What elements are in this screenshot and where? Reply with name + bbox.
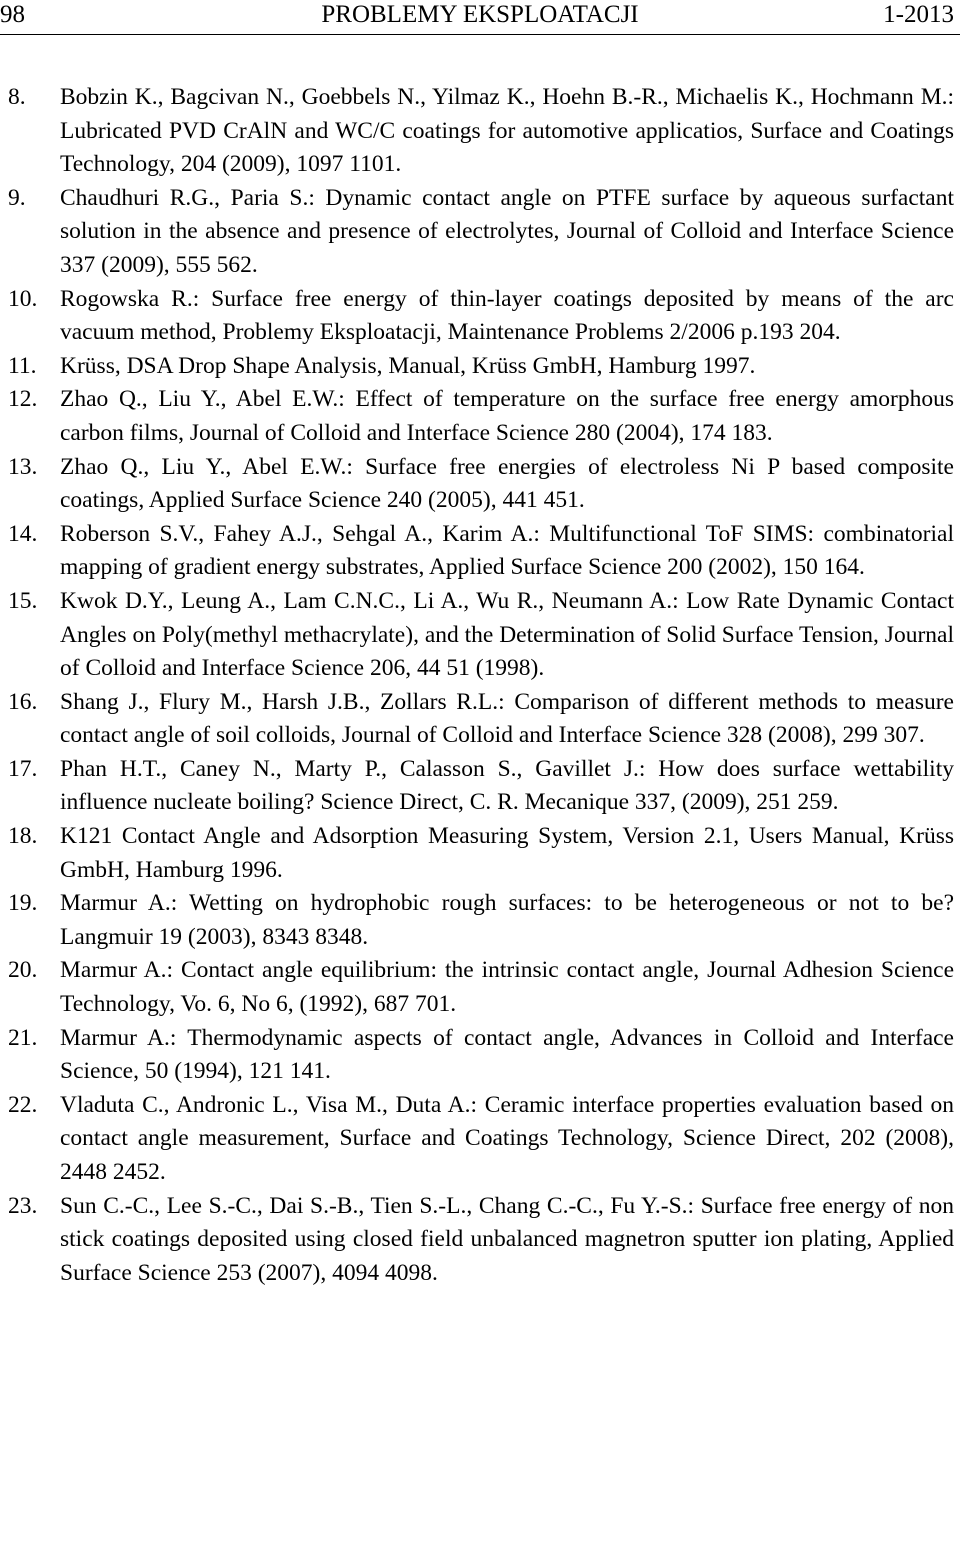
reference-item	[0, 81, 960, 182]
reference-text: Bobzin K., Bagcivan N., Goebbels N., Yilmaz K., Hoehn B.-R., Michaelis K., Hochmann M.: Lubricated PVD CrAlN and WC/C coatings for automotive applicatios, Surface and Coatings Technology, 204 (2009), 1097 1101.	[60, 84, 954, 178]
reference-text: Marmur A.: Contact angle equilibrium: the intrinsic contact angle, Journal Adhesion Science Technology, Vo. 6, No 6, (1992), 687 701.	[60, 957, 954, 1018]
reference-number: 20.	[8, 957, 38, 984]
reference-number: 22.	[8, 1091, 38, 1118]
reference-text: Rogowska R.: Surface free energy of thin-layer coatings deposited by means of the arc vacuum method, Problemy Eksploatacji, Maintenance Problems 2/2006 p.193 204.	[60, 285, 954, 346]
reference-number: 10.	[8, 285, 38, 312]
reference-text: Marmur A.: Thermodynamic aspects of contact angle, Advances in Colloid and Interface Science, 50 (1994), 121 141.	[60, 1024, 954, 1085]
reference-number: 15.	[8, 587, 38, 614]
reference-item	[0, 686, 960, 753]
reference-item	[0, 1190, 960, 1291]
reference-text: Chaudhuri R.G., Paria S.: Dynamic contact angle on PTFE surface by aqueous surfactant solution in the absence and presence of electrolytes, Journal of Colloid and Interface Science 337 (2009), 555 562.	[60, 184, 954, 278]
reference-text: Phan H.T., Caney N., Marty P., Calasson S., Gavillet J.: How does surface wettability influence nucleate boiling? Science Direct, C. R. Mecanique 337, (2009), 251 259.	[60, 755, 954, 816]
reference-number: 13.	[8, 453, 38, 480]
journal-title: PROBLEMY EKSPLOATACJI	[321, 1, 639, 28]
reference-text: Roberson S.V., Fahey A.J., Sehgal A., Karim A.: Multifunctional ToF SIMS: combinatorial mapping of gradient energy substrates, Applied Surface Science 200 (2002), 150 164.	[60, 520, 954, 581]
reference-item	[0, 182, 960, 283]
reference-number: 12.	[8, 386, 38, 413]
reference-number: 18.	[8, 823, 38, 850]
reference-number: 9.	[8, 184, 26, 211]
reference-item	[0, 518, 960, 585]
reference-text: Marmur A.: Wetting on hydrophobic rough surfaces: to be heterogeneous or not to be? Langmuir 19 (2003), 8343 8348.	[60, 890, 954, 950]
reference-text: Zhao Q., Liu Y., Abel E.W.: Effect of temperature on the surface free energy amorphous carbon films, Journal of Colloid and Interface Science 280 (2004), 174 183.	[60, 386, 954, 446]
page-number: 98	[0, 1, 25, 28]
reference-text: K121 Contact Angle and Adsorption Measuring System, Version 2.1, Users Manual, Krüss GmbH, Hamburg 1996.	[60, 823, 954, 883]
reference-item	[0, 283, 960, 350]
reference-number: 19.	[8, 890, 38, 917]
reference-item	[0, 1089, 960, 1190]
reference-number: 11.	[8, 352, 37, 379]
reference-item	[0, 887, 960, 954]
reference-list	[0, 81, 960, 1290]
page-header	[0, 0, 960, 35]
reference-number: 14.	[8, 520, 38, 547]
reference-number: 8.	[8, 84, 26, 110]
reference-item	[0, 585, 960, 686]
reference-text: Shang J., Flury M., Harsh J.B., Zollars R.L.: Comparison of different methods to measure contact angle of soil colloids, Journal of Colloid and Interface Science 328 (2008), 299 307.	[60, 688, 954, 749]
reference-item	[0, 820, 960, 887]
reference-number: 17.	[8, 755, 38, 782]
reference-item	[0, 1022, 960, 1089]
reference-number: 23.	[8, 1192, 38, 1219]
reference-item	[0, 451, 960, 518]
reference-text: Vladuta C., Andronic L., Visa M., Duta A.: Ceramic interface properties evaluation based on contact angle measurement, Surface and Coatings Technology, Science Direct, 202 (2008), 2448 2452.	[60, 1091, 954, 1185]
reference-text: Sun C.-C., Lee S.-C., Dai S.-B., Tien S.-L., Chang C.-C., Fu Y.-S.: Surface free energy of non stick coatings deposited using closed field unbalanced magnetron sputter ion plating, Applied Surface Science 253 (2007), 4094 4098.	[60, 1192, 954, 1286]
reference-number: 16.	[8, 688, 38, 715]
issue-number: 1-2013	[883, 1, 954, 28]
reference-text: Kwok D.Y., Leung A., Lam C.N.C., Li A., Wu R., Neumann A.: Low Rate Dynamic Contact Angles on Poly(methyl methacrylate), and the Determination of Solid Surface Tension, Journal of Colloid and Interface Science 206, 44 51 (1998).	[60, 587, 954, 682]
reference-item	[0, 954, 960, 1021]
reference-item	[0, 753, 960, 820]
reference-text: Zhao Q., Liu Y., Abel E.W.: Surface free energies of electroless Ni P based composite coatings, Applied Surface Science 240 (2005), 441 451.	[60, 453, 954, 514]
reference-text: Krüss, DSA Drop Shape Analysis, Manual, Krüss GmbH, Hamburg 1997.	[60, 352, 756, 379]
reference-item	[0, 383, 960, 450]
reference-number: 21.	[8, 1024, 38, 1051]
reference-item	[0, 350, 960, 384]
